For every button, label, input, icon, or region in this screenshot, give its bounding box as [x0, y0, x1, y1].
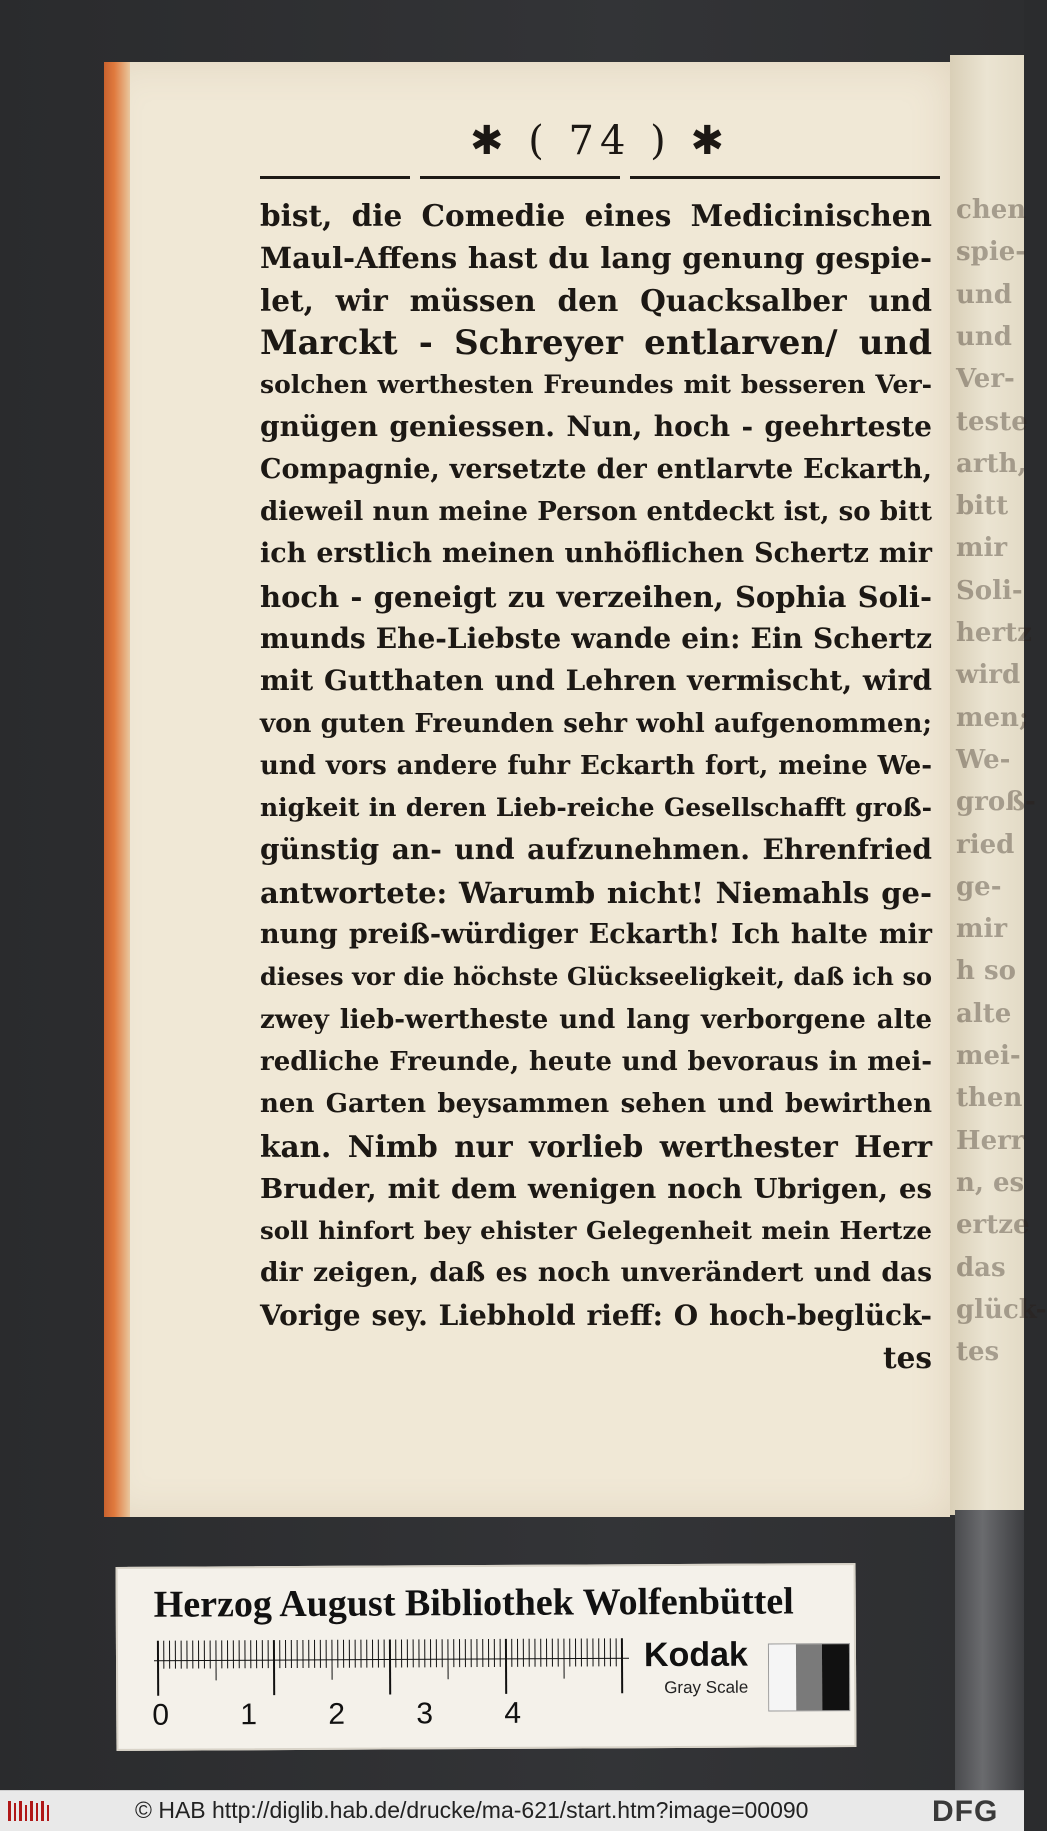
adjacent-page-fragment: und — [956, 322, 1012, 352]
footer-bar — [0, 1790, 1024, 1831]
text-line: munds Ehe-Liebste wande ein: Ein Schertz — [260, 618, 932, 660]
ruler-number: 4 — [504, 1697, 521, 1731]
adjacent-page-fragment: glück- — [956, 1295, 1047, 1325]
gray-scale-patch — [768, 1643, 850, 1711]
adjacent-page-fragment: men; — [956, 703, 1029, 733]
adjacent-page-fragment: teste — [956, 407, 1028, 437]
text-line: Marckt - Schreyer entlarven/ und — [260, 322, 932, 364]
text-line: von guten Freunden sehr wohl aufgenommen; — [260, 703, 932, 745]
text-line: günstig an- und aufzunehmen. Ehrenfried — [260, 829, 932, 871]
text-line: ich erstlich meinen unhöflichen Schertz mir — [260, 533, 932, 575]
adjacent-page-fragment: Soli- — [956, 576, 1023, 606]
text-line: tes — [260, 1337, 932, 1379]
header-rule-left — [260, 176, 410, 179]
text-line: soll hinfort bey ehister Gelegenheit mein Hertze — [260, 1210, 932, 1252]
text-line: nen Garten beysammen sehen und bewirthen — [260, 1083, 932, 1125]
text-line: mit Gutthaten und Lehren vermischt, wird — [260, 660, 932, 702]
text-line: dieweil nun meine Person entdeckt ist, so bitt — [260, 491, 932, 533]
text-line: nung preiß-würdiger Eckarth! Ich halte mir — [260, 914, 932, 956]
adjacent-page-fragment: chen — [956, 195, 1026, 225]
adjacent-page-fragment: hertz — [956, 618, 1032, 648]
kodak-logo: Kodak — [644, 1636, 748, 1676]
adjacent-page-fragment: tes — [956, 1337, 999, 1367]
ruler-number: 2 — [328, 1698, 345, 1732]
text-line: gnügen geniessen. Nun, hoch - geehrteste — [260, 406, 932, 448]
text-line: let, wir müssen den Quacksalber und — [260, 280, 932, 322]
library-title: Herzog August Bibliothek Wolfenbüttel — [154, 1579, 854, 1627]
adjacent-page-fragment: We- — [956, 745, 1010, 775]
adjacent-page-fragment: ertze — [956, 1210, 1030, 1240]
adjacent-page-fragment: groß- — [956, 787, 1036, 817]
adjacent-page-fragment: alte — [956, 999, 1011, 1029]
ruler-number: 3 — [416, 1697, 433, 1731]
text-line: solchen werthesten Freundes mit besseren Ver- — [260, 364, 932, 406]
adjacent-page-fragment: h so — [956, 956, 1016, 986]
text-line: Compagnie, versetzte der entlarvte Eckarth, — [260, 449, 932, 491]
text-line: hoch - geneigt zu verzeihen, Sophia Soli- — [260, 576, 932, 618]
text-line: dir zeigen, daß es noch unverändert und das — [260, 1252, 932, 1294]
text-line: Maul-Affens hast du lang genung gespie- — [260, 237, 932, 279]
dfg-logo: DFG — [932, 1795, 998, 1829]
adjacent-page-fragment: then — [956, 1083, 1022, 1113]
library-color-card — [116, 1563, 857, 1751]
header-rule-middle — [420, 176, 620, 179]
text-line: kan. Nimb nur vorlieb werthester Herr — [260, 1126, 932, 1168]
adjacent-page-fragment: mir — [956, 533, 1007, 563]
gray-scale-label: Gray Scale — [664, 1678, 748, 1698]
text-line: antwortete: Warumb nicht! Niemahls ge- — [260, 872, 932, 914]
text-line: redliche Freunde, heute und bevoraus in mei- — [260, 1041, 932, 1083]
body-text — [260, 195, 932, 1379]
book-clamp — [955, 1510, 1024, 1790]
ruler-numbers — [154, 1696, 634, 1729]
adjacent-page-fragment: ried — [956, 830, 1014, 860]
adjacent-page-fragment: und — [956, 280, 1012, 310]
adjacent-page-fragment: mir — [956, 914, 1007, 944]
text-line: zwey lieb-wertheste und lang verborgene alte — [260, 999, 932, 1041]
text-line: dieses vor die höchste Glückseeligkeit, daß ich so — [260, 956, 932, 998]
text-line: nigkeit in deren Lieb-reiche Gesellschafft groß- — [260, 787, 932, 829]
adjacent-page-fragment: Ver- — [956, 364, 1015, 394]
footer-source-link[interactable]: © HAB http://diglib.hab.de/drucke/ma-621/start.htm?image=00090 — [135, 1797, 808, 1824]
ruler-number: 0 — [152, 1699, 169, 1733]
page-header — [260, 118, 940, 178]
page-edge — [104, 62, 130, 1517]
text-line: Vorige sey. Liebhold rieff: O hoch-beglück- — [260, 1295, 932, 1337]
adjacent-page-fragment: Herr — [956, 1126, 1025, 1156]
hab-barcode-icon — [6, 1799, 52, 1823]
adjacent-page — [950, 55, 1024, 1515]
adjacent-page-fragment: bitt — [956, 491, 1008, 521]
page-number: ✱ ( 74 ) ✱ — [260, 118, 940, 164]
adjacent-page-fragment: spie- — [956, 237, 1026, 267]
adjacent-page-fragment: ge- — [956, 872, 1002, 902]
adjacent-page-fragment: das — [956, 1253, 1006, 1283]
adjacent-page-fragment: wird — [956, 660, 1020, 690]
text-line: und vors andere fuhr Eckarth fort, meine We- — [260, 745, 932, 787]
adjacent-page-fragment: arth, — [956, 449, 1027, 479]
adjacent-page-fragment: n, es — [956, 1168, 1024, 1198]
text-line: bist, die Comedie eines Medicinischen — [260, 195, 932, 237]
ruler-number: 1 — [240, 1698, 257, 1732]
header-rule-right — [630, 176, 940, 179]
text-line: Bruder, mit dem wenigen noch Ubrigen, es — [260, 1168, 932, 1210]
adjacent-page-fragment: mei- — [956, 1041, 1021, 1071]
